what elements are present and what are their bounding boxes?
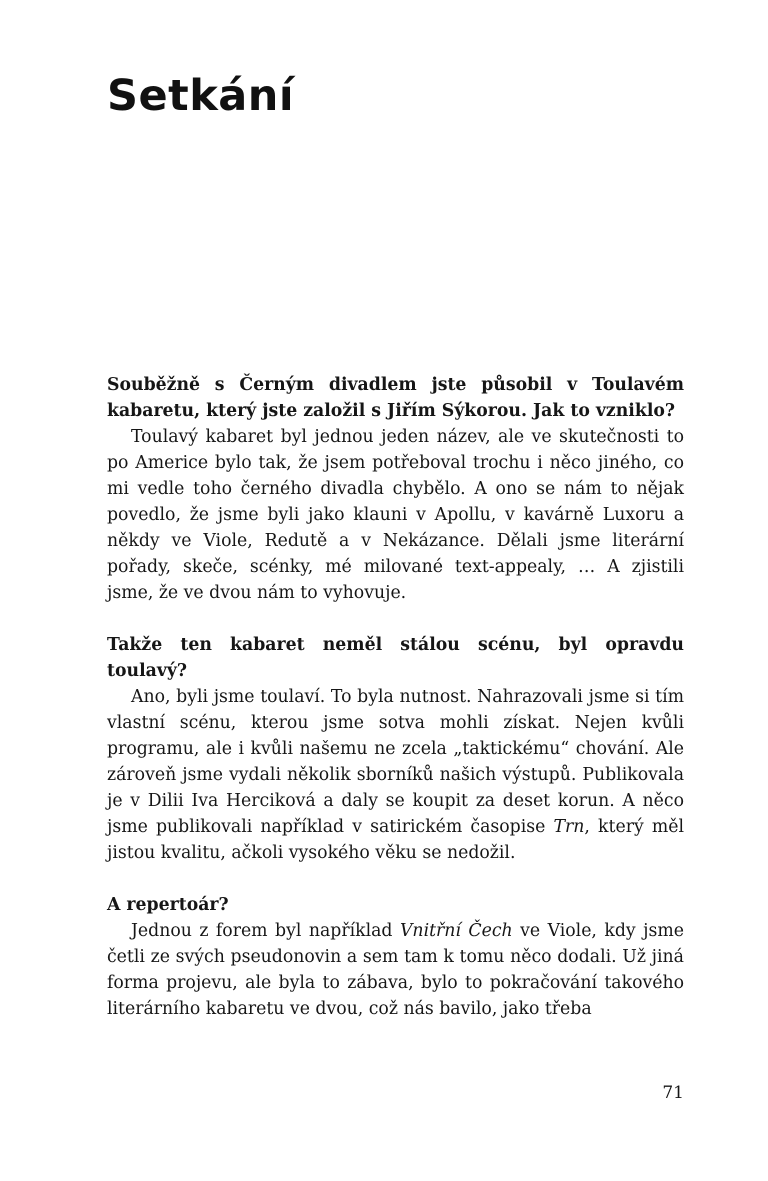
interview-text	[107, 372, 684, 1022]
answer-2-text-b: , který měl jistou kvalitu, ačkoli vysokého věku se nedožil.	[107, 817, 684, 863]
answer-3	[107, 918, 684, 1022]
answer-1: Toulavý kabaret byl jednou jeden název, ale ve skutečnosti to po Americe bylo tak, že jsem potřeboval trochu i něco jiného, co mi vedle toho černého divadla chybělo. A ono se nám to nějak povedlo, že jsme byli jako klauni v Apollu, v kavárně Luxoru a někdy ve Viole, Redutě a v Nekázance. Dělali jsme literární pořady, skeče, scénky, mé milované text-appealy, … A zjistili jsme, že ve dvou nám to vyhovuje.	[107, 427, 684, 603]
answer-2	[107, 684, 684, 866]
answer-2-text-a: Ano, byli jsme toulaví. To byla nutnost. Nahrazovali jsme si tím vlastní scénu, kterou jsme sotva mohli získat. Nejen kvůli programu, ale i kvůli našemu ne zcela „taktickému“ chování. Ale zároveň jsme vydali několik sborníků našich výstupů. Publikovala je v Dilii Iva Herciková a daly se koupit za deset korun. A něco jsme publikovali například v satirickém časopise	[107, 687, 684, 837]
question-3: A repertoár?	[107, 895, 229, 915]
magazine-title-trn: Trn	[553, 817, 585, 837]
answer-3-text-a: Jednou z forem byl například	[131, 921, 400, 941]
question-1: Souběžně s Černým divadlem jste působil v Toulavém kabaretu, který jste založil s Jiřím Sýkorou. Jak to vzniklo?	[107, 375, 684, 421]
answer-3-text-b: ve Viole, kdy jsme četli ze svých pseudonovin a sem tam k tomu něco dodali. Už jiná forma projevu, ale byla to zábava, bylo to pokračování takového literárního kabaretu ve dvou, což nás bavilo, jako třeba	[107, 921, 684, 1019]
question-2: Takže ten kabaret neměl stálou scénu, byl opravdu toulavý?	[107, 635, 684, 681]
chapter-title: Setkání	[107, 71, 295, 121]
page-number: 71	[662, 1083, 684, 1103]
program-title-vnitrni-cech: Vnitřní Čech	[399, 921, 513, 941]
